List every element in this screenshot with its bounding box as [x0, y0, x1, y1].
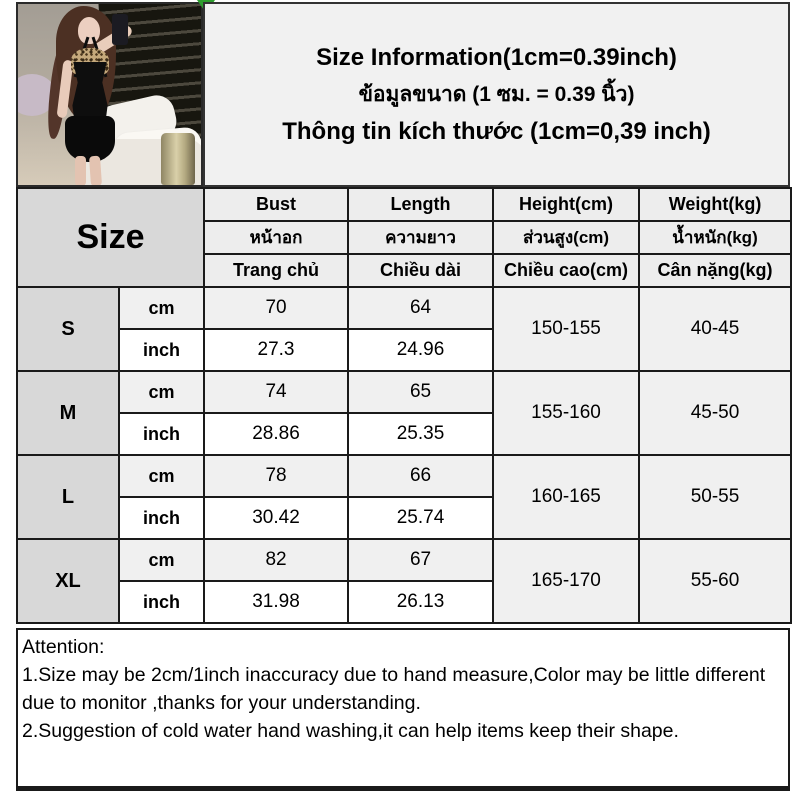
header-length-th: ความยาว	[348, 221, 493, 254]
header-height-th: ส่วนสูง(cm)	[493, 221, 639, 254]
header-row-en	[17, 188, 791, 221]
weight-range-m: 45-50	[639, 371, 791, 455]
weight-range-l: 50-55	[639, 455, 791, 539]
size-label-m: M	[17, 371, 119, 455]
product-photo	[16, 2, 203, 187]
attention-note-2: 2.Suggestion of cold water hand washing,it can help items keep their shape.	[22, 720, 679, 742]
unit-label-cm: cm	[119, 371, 204, 413]
bust-inch-m: 28.86	[204, 413, 348, 455]
table-row-s-cm	[17, 287, 791, 329]
length-cm-m: 65	[348, 371, 493, 413]
size-table	[16, 187, 792, 624]
length-inch-l: 25.74	[348, 497, 493, 539]
height-range-s: 150-155	[493, 287, 639, 371]
bust-inch-s: 27.3	[204, 329, 348, 371]
bust-inch-xl: 31.98	[204, 581, 348, 623]
header-height-en: Height(cm)	[493, 188, 639, 221]
length-cm-l: 66	[348, 455, 493, 497]
header-length-vi: Chiều dài	[348, 254, 493, 287]
length-inch-s: 24.96	[348, 329, 493, 371]
length-cm-s: 64	[348, 287, 493, 329]
unit-label-cm: cm	[119, 539, 204, 581]
photo-phone	[112, 14, 128, 45]
header-bust-vi: Trang chủ	[204, 254, 348, 287]
length-inch-m: 25.35	[348, 413, 493, 455]
bust-inch-l: 30.42	[204, 497, 348, 539]
attention-note-1: 1.Size may be 2cm/1inch inaccuracy due to hand measure,Color may be little different due to monitor ,thanks for your understanding.	[22, 664, 766, 714]
header-bust-th: หน้าอก	[204, 221, 348, 254]
size-label-s: S	[17, 287, 119, 371]
header-weight-vi: Cân nặng(kg)	[639, 254, 791, 287]
length-cm-xl: 67	[348, 539, 493, 581]
attention-heading: Attention:	[22, 636, 105, 658]
weight-range-s: 40-45	[639, 287, 791, 371]
photo-model	[40, 4, 160, 185]
unit-label-cm: cm	[119, 287, 204, 329]
unit-label-inch: inch	[119, 413, 204, 455]
table-row-l-cm	[17, 455, 791, 497]
unit-label-inch: inch	[119, 497, 204, 539]
title-vietnamese: Thông tin kích thước (1cm=0,39 inch)	[282, 118, 711, 145]
header-weight-th: น้ำหนัก(kg)	[639, 221, 791, 254]
unit-label-inch: inch	[119, 329, 204, 371]
bust-cm-m: 74	[204, 371, 348, 413]
size-information-title-box	[203, 2, 790, 187]
header-weight-en: Weight(kg)	[639, 188, 791, 221]
title-thai: ข้อมูลขนาด (1 ซม. = 0.39 นิ้ว)	[358, 83, 635, 106]
attention-notes-box	[16, 628, 790, 791]
size-corner-header: Size	[17, 188, 204, 287]
length-inch-xl: 26.13	[348, 581, 493, 623]
header-bust-en: Bust	[204, 188, 348, 221]
bust-cm-l: 78	[204, 455, 348, 497]
photo-model-leg	[75, 156, 86, 186]
photo-metal-bin	[161, 133, 195, 185]
table-row-xl-cm	[17, 539, 791, 581]
table-row-m-cm	[17, 371, 791, 413]
height-range-xl: 165-170	[493, 539, 639, 623]
photo-model-leg	[89, 156, 102, 187]
unit-label-cm: cm	[119, 455, 204, 497]
title-english: Size Information(1cm=0.39inch)	[316, 44, 677, 71]
unit-label-inch: inch	[119, 581, 204, 623]
photo-model-face	[78, 17, 100, 44]
header-height-vi: Chiều cao(cm)	[493, 254, 639, 287]
height-range-m: 155-160	[493, 371, 639, 455]
photo-dress-skirt	[65, 116, 115, 162]
size-label-l: L	[17, 455, 119, 539]
height-range-l: 160-165	[493, 455, 639, 539]
header-length-en: Length	[348, 188, 493, 221]
size-label-xl: XL	[17, 539, 119, 623]
bust-cm-xl: 82	[204, 539, 348, 581]
bust-cm-s: 70	[204, 287, 348, 329]
weight-range-xl: 55-60	[639, 539, 791, 623]
